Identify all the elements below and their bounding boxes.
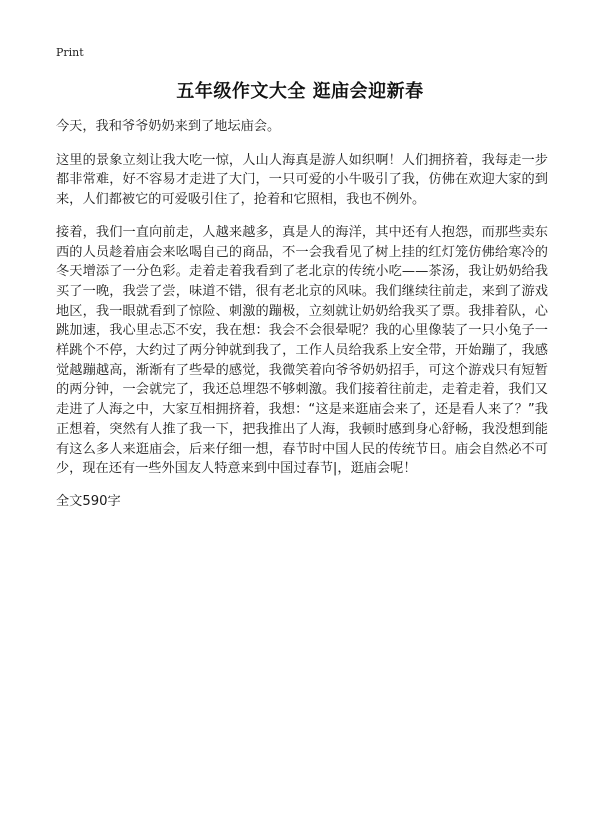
word-count: 全文590字 xyxy=(56,493,121,509)
article-title: 五年级作文大全 逛庙会迎新春 xyxy=(176,81,424,102)
article-paragraph: 这里的景象立刻让我大吃一惊，人山人海真是游人如织啊！人们拥挤着，我每走一步都非常难，好不容易才走进了大门，一只可爱的小牛吸引了我，仿佛在欢迎大家的到来，人们都被它的可爱吸引住了，抢着和它照相，我也不例外。 xyxy=(56,152,548,208)
article-body xyxy=(56,117,548,511)
print-link[interactable]: Print xyxy=(56,46,84,59)
article-paragraph: 接着，我们一直向前走，人越来越多，真是人的海洋，其中还有人抱怨，而那些卖东西的人员趁着庙会来吆喝自己的商品，不一会我看见了树上挂的红灯笼仿佛给寒冷的冬天增添了一分色彩。走着走着我看到了老北京的传统小吃——茶汤，我让奶奶给我买了一晚，我尝了尝，味道不错，很有老北京的风味。我们继续往前走，来到了游戏地区，我一眼就看到了惊险、刺激的蹦极，立刻就让奶奶给我买了票。我排着队，心跳加速，我心里忐忑不安，我在想：我会不会很晕呢？我的心里像装了一只小兔子一样跳个不停，大约过了两分钟就到我了，工作人员给我系上安全带，开始蹦了，我感觉越蹦越高，渐渐有了些晕的感觉，我微笑着向爷爷奶奶招手，可这个游戏只有短暂的两分钟，一会就完了，我还总埋怨不够刺激。我们接着往前走，走着走着，我们又走进了人海之中，大家互相拥挤着，我想：“这是来逛庙会来了，还是看人来了？”我正想着，突然有人推了我一下，把我推出了人海，我顿时感到身心舒畅，我没想到能有这么多人来逛庙会，后来仔细一想，春节时中国人民的传统节日。庙会自然必不可少，现在还有一些外国友人特意来到中国过春节|，逛庙会呢！ xyxy=(56,224,548,477)
article-paragraph: 今天，我和爷爷奶奶来到了地坛庙会。 xyxy=(56,119,281,134)
